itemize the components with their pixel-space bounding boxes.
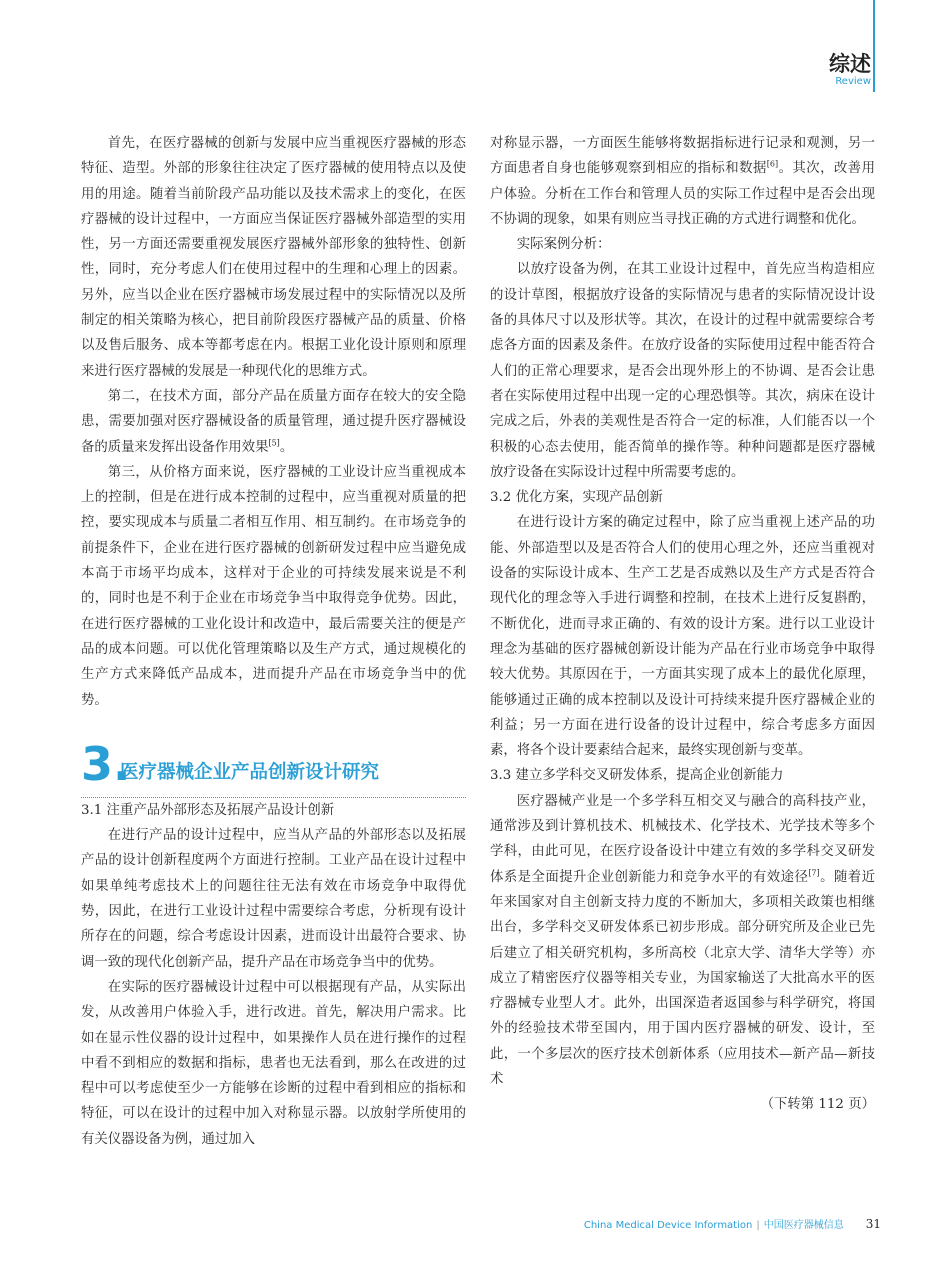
continued-note: （下转第 112 页） [760,1097,875,1113]
paragraph: 第二，在技术方面，部分产品在质量方面存在较大的安全隐患，需要加强对医疗器械设备的质量管理，通过提升医疗器械设备的质量来发挥出设备作用效果[5]。 [81,388,466,455]
journal-name-zh: 中国医疗器械信息 [763,1220,844,1231]
page-footer [584,1216,881,1231]
paragraph: 以放疗设备为例，在其工业设计过程中，首先应当构造相应的设计草图，根据放疗设备的实际情况与患者的实际情况设计设备的具体尺寸以及形状等。其次，在设计的过程中就需要综合考虑各方面的因素及条件。在放疗设备的实际使用过程中能否符合人们的正常心理要求，是否会出现外形上的不协调、是否会让患者在实际使用过程中出现一定的心理恐惧等。其次，病床在设计完成之后，外表的美观性是否符合一定的标准，人们能否以一个积极的心态去使用，能否简单的操作等。种种问题都是医疗器械放疗设备在实际设计过程中所需要考虑的。 [490,262,875,480]
subsection-title: 3.2 优化方案，实现产品创新 [490,490,663,506]
section-heading-title: 医疗器械企业产品创新设计研究 [120,761,380,783]
footer-separator: | [756,1220,760,1231]
header-edge-line [873,0,875,92]
journal-name-en: China Medical Device Information [583,1220,753,1231]
paragraph: 第三，从价格方面来说，医疗器械的工业设计应当重视成本上的控制，但是在进行成本控制的过程中，应当重视对质量的把控，要实现成本与质量二者相互作用、相互制约。在市场竞争的前提条件下，企业在进行医疗器械的创新研发过程中应当避免成本高于市场平均成本，这样对于企业的可持续发展来说是不利的，同时也是不利于企业在市场竞争当中取得竞争优势。因此，在进行医疗器械的工业化设计和改造中，最后需要关注的便是产品的成本问题。可以优化管理策略以及生产方式，通过规模化的生产方式来降低产品成本，进而提升产品在市场竞争当中的优势。 [81,464,466,708]
paragraph: 首先，在医疗器械的创新与发展中应当重视医疗器械的形态特征、造型。外部的形象往往决定了医疗器械的使用特点以及使用的用途。随着当前阶段产品功能以及技术需求上的变化，在医疗器械的设计过程中，一方面应当保证医疗器械外部造型的实用性，另一方面还需要重视发展医疗器械外部形象的独特性、创新性，同时，充分考虑人们在使用过程中的生理和心理上的因素。另外，应当以企业在医疗器械市场发展过程中的实际情况以及所制定的相关策略为核心，把目前阶段医疗器械产品的质量、价格以及售后服务、成本等都考虑在内。根据工业化设计原则和原理来进行医疗器械的发展是一种现代化的思维方式。 [81,136,466,379]
page-number: 31 [865,1217,881,1231]
section-label-en: Review [835,76,871,87]
case-analysis-label: 实际案例分析： [516,237,611,253]
section-label-zh: 综述 [829,52,871,76]
paragraph: 在进行产品的设计过程中，应当从产品的外部形态以及拓展产品的设计创新程度两个方面进行控制。工业产品在设计过程中如果单纯考虑技术上的问题往往无法有效在市场竞争中取得优势，因此，在进行工业设计过程中需要综合考虑，分析现有设计所存在的问题，综合考虑设计因素，进而设计出最符合要求、协调一致的现代化创新产品，提升产品在市场竞争当中的优势。 [81,828,466,970]
section-heading [81,737,466,798]
left-column [81,131,466,1152]
paragraph: 在实际的医疗器械设计过程中可以根据现有产品，从实际出发，从改善用户体验入手，进行改进。首先，解决用户需求。比如在显示性仪器的设计过程中，如果操作人员在进行操作的过程中看不到相应的数据和指标，患者也无法看到，那么在改进的过程中可以考虑使至少一方能够在诊断的过程中看到相应的指标和特征，可以在设计的过程中加入对称显示器。以放射学所使用的有关仪器设备为例，通过加入 [81,979,466,1147]
citation-ref: [5] [268,438,280,448]
citation-ref: [6] [766,159,779,169]
citation-ref: [7] [808,868,820,878]
subsection-title: 3.3 建立多学科交叉研发体系，提高企业创新能力 [490,768,784,784]
subsection-title: 3.1 注重产品外部形态及拓展产品设计创新 [81,802,335,818]
section-label [829,52,871,88]
paragraph: 在进行设计方案的确定过程中，除了应当重视上述产品的功能、外部造型以及是否符合人们的使用心理之外，还应当重视对设备的实际设计成本、生产工艺是否成熟以及生产方式是否符合现代化的理念等入手进行调整和控制，在技术上进行反复斟酌，不断优化，进而寻求正确的、有效的设计方案。进行以工业设计理念为基础的医疗器械创新设计能为产品在行业市场竞争中取得较大优势。其原因在于，一方面其实现了成本上的最优化原理，能够通过正确的成本控制以及设计可持续来提升医疗器械企业的利益；另一方面在进行设备的设计过程中，综合考虑多方面因素，将各个设计要素结合起来，最终实现创新与变革。 [490,515,875,759]
section-heading-number: 3. [81,736,131,791]
right-column [490,131,875,1118]
paragraph: 医疗器械产业是一个多学科互相交叉与融合的高科技产业，通常涉及到计算机技术、机械技术、化学技术、光学技术等多个学科，由此可见，在医疗设备设计中建立有效的多学科交叉研发体系是全面提升企业创新能力和竞争水平的有效途径[7]。随着近年来国家对自主创新支持力度的不断加大，多项相关政策也相继出台，多学科交叉研发体系已初步形成。部分研究所及企业已先后建立了相关研究机构，多所高校（北京大学、清华大学等）亦成立了精密医疗仪器等相关专业，为国家输送了大批高水平的医疗器械专业型人才。此外，出国深造者返国参与科学研究，将国外的经验技术带至国内，用于国内医疗器械的研发、设计，至此，一个多层次的医疗技术创新体系（应用技术—新产品—新技术 [490,793,876,1087]
paragraph: 对称显示器，一方面医生能够将数据指标进行记录和观测，另一方面患者自身也能够观察到相应的指标和数据[6]。其次，改善用户体验。分析在工作台和管理人员的实际工作过程中是否会出现不协调的现象，如果有则应当寻找正确的方式进行调整和优化。 [490,136,875,227]
